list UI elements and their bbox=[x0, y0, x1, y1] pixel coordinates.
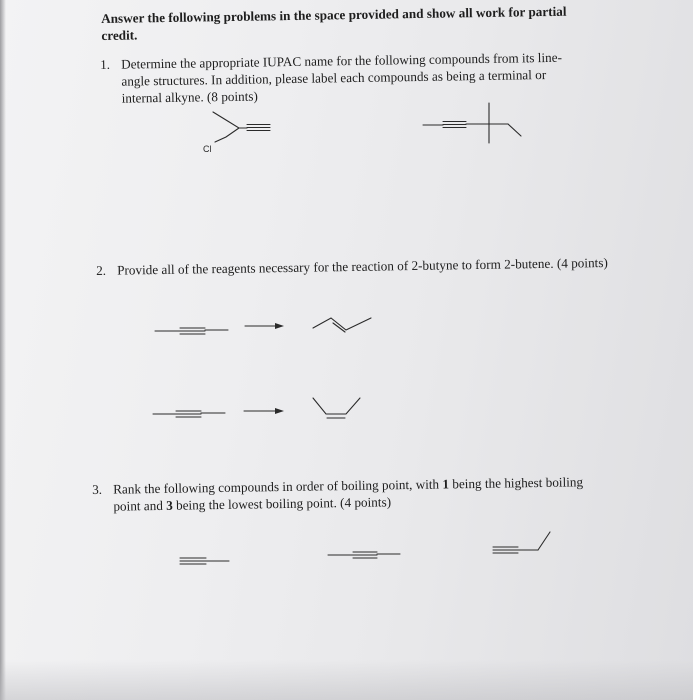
question-2-number: 2. bbox=[96, 262, 107, 278]
q1-compound-a bbox=[213, 112, 270, 142]
question-3-number: 3. bbox=[92, 481, 103, 497]
question-1-text: Determine the appropriate IUPAC name for the following compounds from its line-angle structures. In addition, please label each compounds as being a terminal or internal alkyne. (8 points) bbox=[121, 49, 563, 106]
q3-compound-c bbox=[493, 532, 550, 553]
q3-compound-b bbox=[328, 552, 400, 558]
q3-compound-a bbox=[180, 558, 229, 564]
q1-compound-b bbox=[423, 103, 521, 143]
worksheet-instructions: Answer the following problems in the space provided and show all work for partial credit. bbox=[101, 3, 567, 43]
q2-reaction-2 bbox=[153, 398, 360, 418]
q2-reaction-1 bbox=[155, 318, 371, 334]
question-2-text: Provide all of the reagents necessary for the reaction of 2-butyne to form 2-butene. (4 points) bbox=[117, 254, 608, 278]
question-3-text: Rank the following compounds in order of boiling point, with 1 being the highest boiling point and 3 being the lowest boiling point. (4 points) bbox=[113, 474, 584, 514]
chlorine-atom-label: Cl bbox=[203, 144, 212, 154]
question-1-number: 1. bbox=[100, 56, 111, 72]
